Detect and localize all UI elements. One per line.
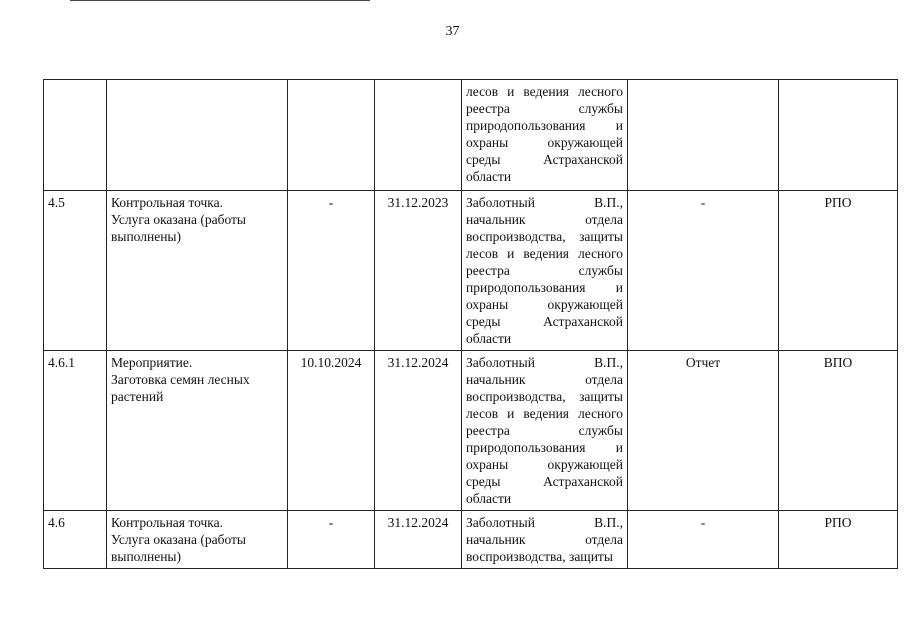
- cell-level: РПО: [779, 191, 898, 351]
- cell-responsible: лесов и ведения лесного реестра службы природопользования и охраны окружающей среды Астраханской области: [462, 80, 628, 191]
- cell-number: 4.5: [44, 191, 107, 351]
- cell-result: Отчет: [628, 351, 779, 511]
- page-number: 37: [445, 24, 460, 39]
- cell-responsible: Заболотный В.П., начальник отдела воспроизводства, защиты лесов и ведения лесного реестра службы природопользования и охраны окружающей среды Астраханской области: [462, 351, 628, 511]
- table-row: [44, 191, 898, 351]
- cell-result: -: [628, 191, 779, 351]
- cell-end-date: [375, 80, 462, 191]
- cell-number: 4.6: [44, 511, 107, 569]
- table-row: [44, 351, 898, 511]
- cell-responsible: Заболотный В.П., начальник отдела воспроизводства, защиты лесов и ведения лесного реестра службы природопользования и охраны окружающей среды Астраханской области: [462, 191, 628, 351]
- cell-number: 4.6.1: [44, 351, 107, 511]
- cell-responsible: Заболотный В.П., начальник отдела воспроизводства, защиты: [462, 511, 628, 569]
- table-row: [44, 511, 898, 569]
- cell-result: [628, 80, 779, 191]
- cell-number: [44, 80, 107, 191]
- cell-end-date: 31.12.2024: [375, 351, 462, 511]
- cell-level: РПО: [779, 511, 898, 569]
- table-row: [44, 80, 898, 191]
- cell-start-date: 10.10.2024: [288, 351, 375, 511]
- top-edge-line: [70, 0, 370, 1]
- cell-level: [779, 80, 898, 191]
- cell-name: [107, 80, 288, 191]
- cell-start-date: [288, 80, 375, 191]
- cell-name: Мероприятие. Заготовка семян лесных растений: [107, 351, 288, 511]
- cell-start-date: -: [288, 511, 375, 569]
- cell-end-date: 31.12.2024: [375, 511, 462, 569]
- cell-name: Контрольная точка. Услуга оказана (работы выполнены): [107, 191, 288, 351]
- cell-start-date: -: [288, 191, 375, 351]
- cell-result: -: [628, 511, 779, 569]
- cell-name: Контрольная точка. Услуга оказана (работы выполнены): [107, 511, 288, 569]
- plan-table: [43, 79, 898, 569]
- cell-level: ВПО: [779, 351, 898, 511]
- cell-end-date: 31.12.2023: [375, 191, 462, 351]
